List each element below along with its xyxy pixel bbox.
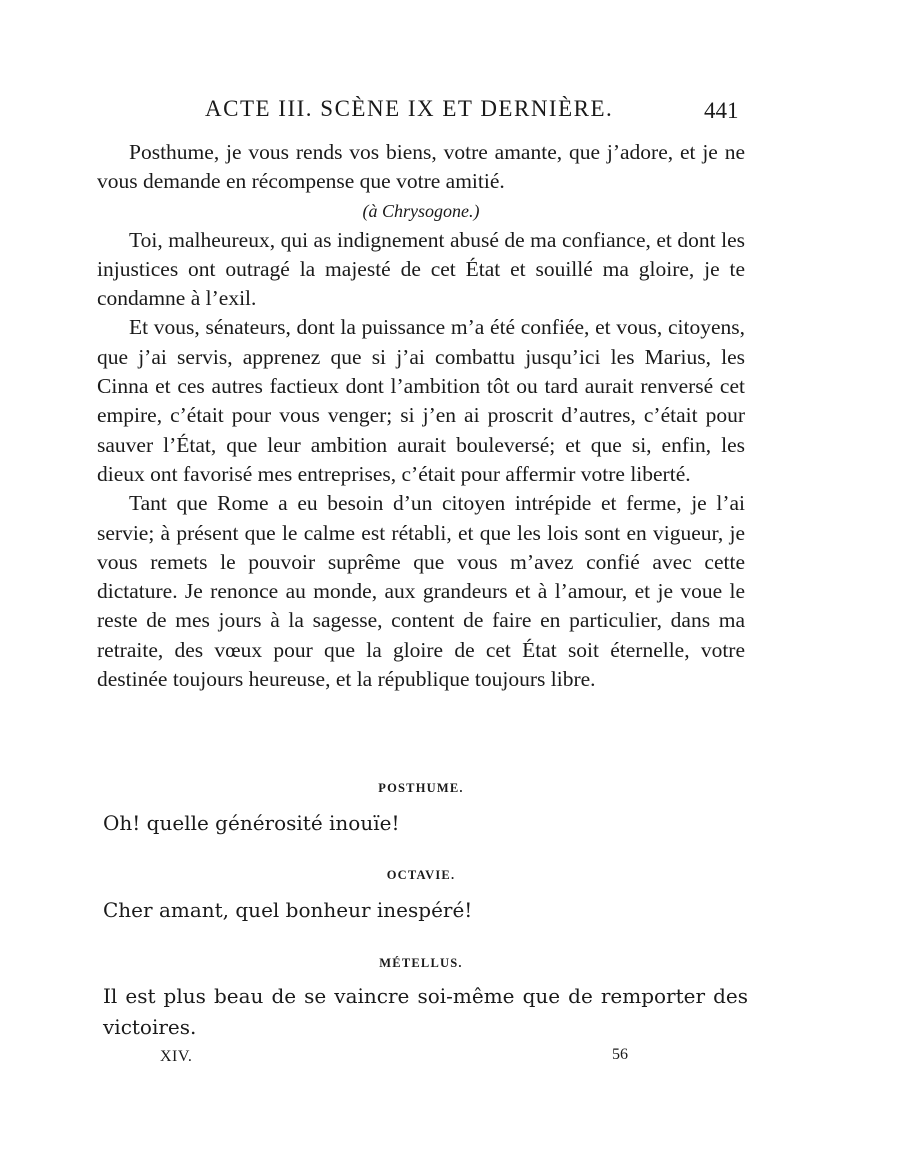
speaker-name: OCTAVIE.	[386, 868, 456, 882]
speech-line: Cher amant, quel bonheur inespéré!	[103, 898, 473, 922]
paragraph: Et vous, sénateurs, dont la puissance m’a été confiée, et vous, citoyens, que j’ai servis, apprenez que si j’ai combattu jusqu’ici les Marius, les Cinna et ces autres factieux dont l’ambition tôt ou tard aurait renversé cet empire, c’était pour vous venger; si j’en ai proscrit d’autres, c’était pour sauver l’État, que leur ambition aurait bouleversé; et que si, enfin, les dieux ont favorisé mes entreprises, c’était pour affermir votre liberté.	[97, 315, 745, 486]
speaker-name: MÉTELLUS.	[379, 956, 463, 970]
paragraph: Toi, malheureux, qui as indignement abusé de ma confiance, et dont les injustices ont outragé la majesté de cet État et souillé ma gloire, je te condamne à l’exil.	[97, 227, 745, 311]
paragraph: Posthume, je vous rends vos biens, votre amante, que j’adore, et je ne vous demande en récompense que votre amitié.	[97, 140, 745, 194]
running-head: ACTE III. SCÈNE IX ET DERNIÈRE.	[205, 96, 614, 121]
stage-direction: (à Chrysogone.)	[362, 200, 480, 221]
signature-mark: XIV.	[160, 1048, 193, 1065]
main-text	[97, 138, 745, 694]
paragraph: Tant que Rome a eu besoin d’un citoyen intrépide et ferme, je l’ai servie; à présent que le calme est rétabli, et que les lois sont en vigueur, je vous remets le pouvoir suprême que vous m’avez confié avec cette dictature. Je renonce au monde, aux grandeurs et à l’amour, et je voue le reste de mes jours à la sagesse, content de faire en particulier, dans ma retraite, des vœux pour que la gloire de cet État soit éternelle, votre destinée toujours heureuse, et la république toujours libre.	[97, 491, 745, 692]
speech-line: Il est plus beau de se vaincre soi-même que de remporter des victoires.	[103, 984, 748, 1039]
speech-line: Oh! quelle générosité inouïe!	[103, 811, 400, 835]
page-number: 441	[704, 98, 739, 123]
sheet-number: 56	[612, 1046, 628, 1063]
speaker-name: POSTHUME.	[378, 781, 464, 795]
